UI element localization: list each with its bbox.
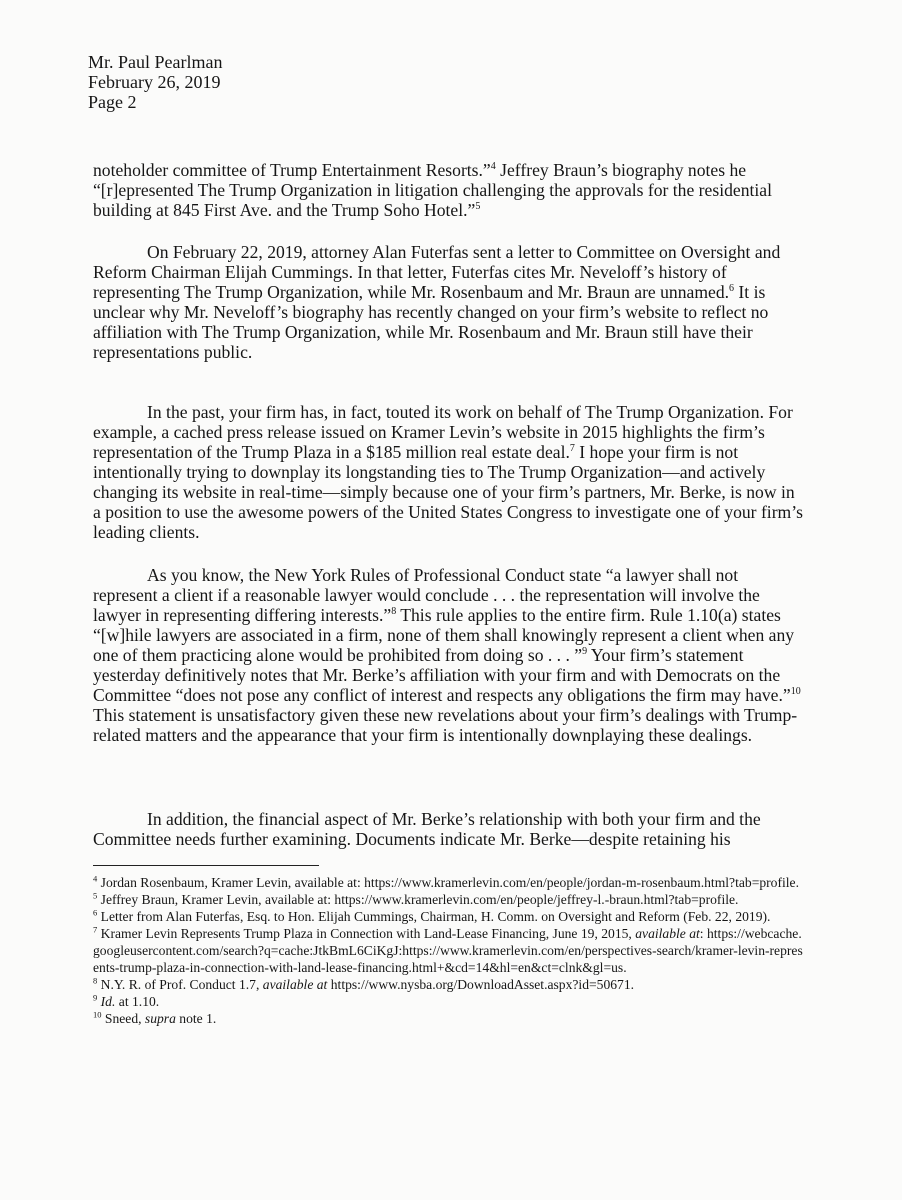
paragraph-4-text-c: Your firm’s statement yesterday definitively notes that Mr. Berke’s affiliation with your firm and with Democrats on the Committee “does not pose any conflict of interest and respects any obligations the firm may have.” (93, 645, 791, 705)
footnote-number: 8 (93, 975, 98, 986)
footnotes-section (93, 874, 805, 1027)
footnote-ref-4: 4 (490, 161, 496, 173)
footnote-ref-6: 6 (729, 283, 735, 295)
paragraph-5-text-a: In addition, the financial aspect of Mr. Berke’s relationship with both your firm and the Committee needs further examining. Documents indicate Mr. Berke—despite retaining his (93, 809, 761, 849)
paragraph-4-text-b: This rule applies to the entire firm. Rule 1.10(a) states “[w]hile lawyers are associated in a firm, none of them shall knowingly represent a client when any one of them practicing alone would be prohibited from doing so . . . ” (93, 605, 795, 665)
paragraph-4-text-a: As you know, the New York Rules of Professional Conduct state “a lawyer shall not represent a client if a reasonable lawyer would conclude . . . the representation will involve the lawyer in representing differing interests.” (93, 565, 760, 625)
footnote-italic: supra (144, 1011, 176, 1026)
footnote-8 (93, 976, 805, 993)
paragraph-2-text-b: It is unclear why Mr. Neveloff’s biography has recently changed on your firm’s website to reflect no affiliation with The Trump Organization, while Mr. Rosenbaum and Mr. Braun still have their representations public. (93, 282, 769, 362)
footnote-ref-8: 8 (391, 606, 397, 618)
footnote-text: Sneed, (101, 1011, 145, 1026)
recipient-name: Mr. Paul Pearlman (88, 52, 223, 72)
page-number: Page 2 (88, 92, 137, 112)
paragraph-4-text-d: This statement is unsatisfactory given these new revelations about your firm’s dealings with Trump-related matters and the appearance that your firm is intentionally downplaying these dealings. (93, 705, 798, 745)
footnote-text: at 1.10. (115, 994, 160, 1009)
footnote-10 (93, 1010, 805, 1027)
paragraph-2-text-a: On February 22, 2019, attorney Alan Futerfas sent a letter to Committee on Oversight and Reform Chairman Elijah Cummings. In that letter, Futerfas cites Mr. Neveloff’s history of representing The Trump Organization, while Mr. Rosenbaum and Mr. Braun are unnamed. (93, 242, 781, 302)
footnote-url: https://www.nysba.org/DownloadAsset.aspx?id=50671. (327, 977, 635, 992)
footnote-ref-5: 5 (475, 201, 481, 213)
footnote-text: Kramer Levin Represents Trump Plaza in Connection with Land-Lease Financing, June 19, 2015, (97, 926, 636, 941)
paragraph-1-text-b: Jeffrey Braun’s biography notes he “[r]epresented The Trump Organization in litigation challenging the approvals for the residential building at 845 First Ave. and the Trump Soho Hotel.” (93, 160, 772, 220)
footnote-6 (93, 908, 805, 925)
paragraph-1 (93, 160, 805, 220)
footnote-number: 7 (93, 924, 98, 935)
footnote-number: 9 (93, 992, 98, 1003)
footnote-number: 10 (93, 1009, 102, 1020)
footnote-text: N.Y. R. of Prof. Conduct 1.7, (97, 977, 263, 992)
footnote-number: 5 (93, 890, 98, 901)
footnote-italic: available at (635, 926, 700, 941)
footnote-text: Jeffrey Braun, Kramer Levin, available at: https://www.kramerlevin.com/en/people/jeffrey-l.-braun.html?tab=profile. (97, 892, 739, 907)
paragraph-3-text-b: I hope your firm is not intentionally trying to downplay its longstanding ties to The Trump Organization—and actively changing its website in real-time—simply because one of your firm’s partners, Mr. Berke, is now in a position to use the awesome powers of the United States Congress to investigate one of your firm’s leading clients. (93, 442, 803, 542)
footnote-7 (93, 925, 805, 976)
footnote-number: 4 (93, 873, 98, 884)
paragraph-1-text-a: noteholder committee of Trump Entertainment Resorts.” (93, 160, 491, 180)
footnote-url: : https://webcache.googleusercontent.com/search?q=cache:JtkBmL6CiKgJ:https://www.kramerlevin.com/en/perspectives-search/kramer-levin-represents-trump-plaza-in-connection-with-land-lease-financing.html+&cd=14&hl=en&ct=clnk&gl=us. (93, 926, 803, 975)
footnote-italic: Id. (100, 994, 116, 1009)
footnote-number: 6 (93, 907, 98, 918)
footnote-9 (93, 993, 805, 1010)
paragraph-5 (93, 809, 805, 849)
footnote-ref-9: 9 (582, 646, 588, 658)
footnote-italic: available at (262, 977, 328, 992)
paragraph-2 (93, 242, 805, 362)
letter-header (88, 52, 222, 112)
paragraph-4 (93, 565, 805, 745)
footnote-text: Jordan Rosenbaum, Kramer Levin, available at: https://www.kramerlevin.com/en/people/jordan-m-rosenbaum.html?tab=profile. (97, 875, 799, 890)
footnote-text: Letter from Alan Futerfas, Esq. to Hon. Elijah Cummings, Chairman, H. Comm. on Oversight and Reform (Feb. 22, 2019). (97, 909, 771, 924)
footnote-4 (93, 874, 805, 891)
footnote-ref-7: 7 (569, 443, 575, 455)
footnote-ref-10: 10 (790, 686, 801, 698)
paragraph-3 (93, 402, 805, 542)
footnote-divider (93, 865, 319, 866)
footnote-5 (93, 891, 805, 908)
footnote-text: note 1. (175, 1011, 217, 1026)
letter-date: February 26, 2019 (88, 72, 221, 92)
paragraph-3-text-a: In the past, your firm has, in fact, touted its work on behalf of The Trump Organization. For example, a cached press release issued on Kramer Levin’s website in 2015 highlights the firm’s representation of the Trump Plaza in a $185 million real estate deal. (93, 402, 793, 462)
